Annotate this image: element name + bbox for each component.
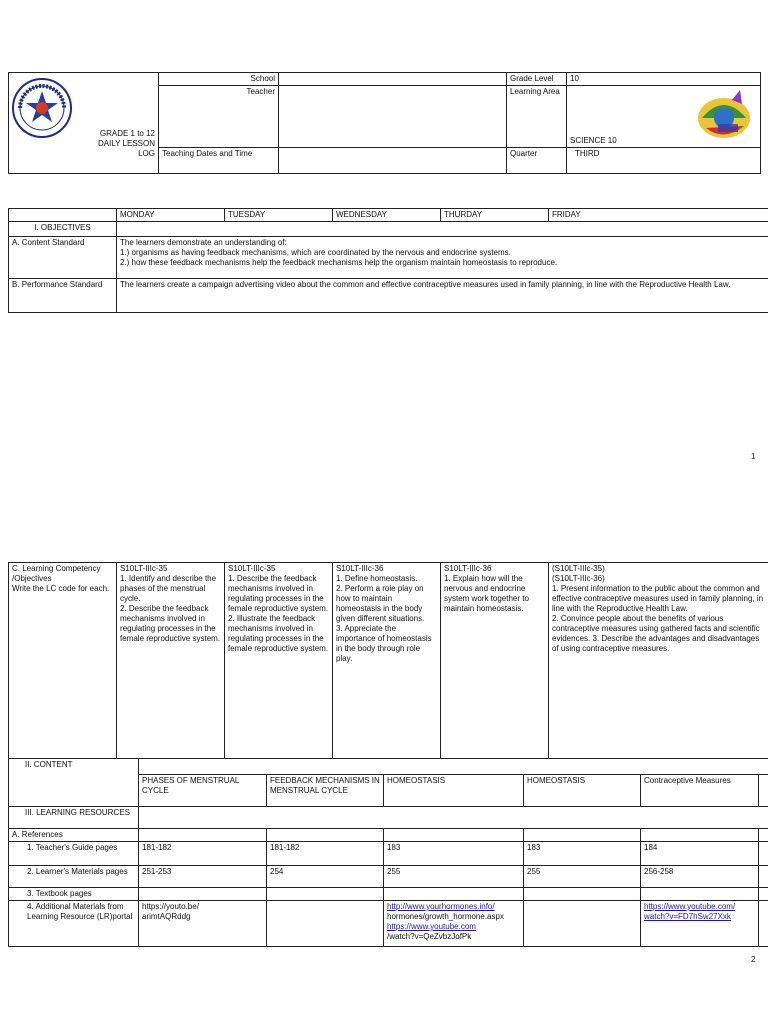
content-label-spacer	[9, 775, 139, 807]
ref-cell-6	[759, 829, 768, 842]
teaching-dates-field[interactable]	[279, 148, 507, 174]
content-wednesday: HOMEOSTASIS	[384, 775, 524, 807]
objectives-heading-span	[117, 222, 768, 237]
competency-friday: (S10LT-IIIc-35) (S10LT-IIIc-36) 1. Present information to the public about the common and effective contraceptive measures used in family planning, in line with the Reproductive Health Law. 2. Convince people about the benefits of various contraceptive measures using gathered facts and scientific evidences. 3. Describe the advantages and disadvantages of using contraceptive measures.	[549, 563, 768, 759]
competency-tuesday: S10LT-IIIc-35 1. Describe the feedback mechanisms involved in regulating processes in the female reproductive system. 2. Illustrate the feedback mechanisms involved in regulating processes in the female reproductive system.	[225, 563, 333, 759]
references-label: A. References	[9, 829, 139, 842]
am-tuesday	[267, 901, 384, 947]
additional-materials-label: 4. Additional Materials from Learning Resource (LR)portal	[9, 901, 139, 947]
day-monday: MONDAY	[117, 209, 225, 222]
competency-table	[8, 562, 768, 759]
am-wednesday	[384, 901, 524, 947]
youtube-link[interactable]: https://www.youtube.com	[387, 922, 476, 931]
am-friday-link[interactable]: https://www.youtube.com/ watch?v=FD7hSw27Xxk	[641, 901, 759, 947]
lm-friday: 256-258	[641, 866, 759, 888]
teacher-field[interactable]	[279, 86, 507, 148]
competency-wednesday: S10LT-IIIc-36 1. Define homeostasis. 2. Perform a role play on how to maintain homeostasis in the body given different situations. 3. Appreciate the importance of homeostasis in the body through role play.	[333, 563, 441, 759]
day-header-spacer	[9, 209, 117, 222]
content-heading-span	[139, 759, 768, 775]
youtube-link-path: /watch?v=QeZvbzJofPk	[387, 932, 472, 941]
tg-friday: 184	[641, 842, 759, 866]
ref-cell-2	[267, 829, 384, 842]
tg-tuesday: 181-182	[267, 842, 384, 866]
am-monday-link[interactable]: https://youto.be/ arimtAQRddg	[139, 901, 267, 947]
yourhormones-link[interactable]: http://www.yourhormones.info/	[387, 902, 495, 911]
content-friday: Contraceptive Measures	[641, 775, 759, 807]
content-standard-label: A. Content Standard	[9, 237, 117, 279]
quarter-value: THIRD	[567, 148, 761, 174]
tb-friday	[641, 888, 759, 901]
competency-monday: S10LT-IIIc-35 1. Identify and describe the phases of the menstrual cycle. 2. Describe the feedback mechanisms involved in regulating processes in the female reproductive system.	[117, 563, 225, 759]
page-number-2: 2	[751, 955, 756, 964]
teachers-guide-label: 1. Teacher's Guide pages	[9, 842, 139, 866]
grade-level-label: Grade Level	[507, 73, 567, 86]
ref-cell-3	[384, 829, 524, 842]
objectives-heading: I. OBJECTIVES	[9, 222, 117, 237]
competency-label: C. Learning Competency /Objectives Write the LC code for each.	[9, 563, 117, 759]
learning-area-label: Learning Area	[507, 86, 567, 148]
tg-end-cell	[759, 842, 768, 866]
content-standard-text: The learners demonstrate an understanding of: 1.) organisms as having feedback mechanisms, which are coordinated by the nervous and endocrine systems. 2.) how these feedback mechanisms help the feedback mechanisms help the organism maintain homeostasis to reproduce.	[117, 237, 768, 279]
tb-wednesday	[384, 888, 524, 901]
lm-monday: 251-253	[139, 866, 267, 888]
am-end-cell	[759, 901, 768, 947]
ref-cell-4	[524, 829, 641, 842]
content-monday: PHASES OF MENSTRUAL CYCLE	[139, 775, 267, 807]
teacher-label: Teacher	[159, 86, 279, 148]
tg-wednesday: 183	[384, 842, 524, 866]
performance-standard-text: The learners create a campaign advertising video about the common and effective contraceptive measures used in family planning, in line with the Reproductive Health Law.	[117, 279, 768, 313]
tb-tuesday	[267, 888, 384, 901]
school-field[interactable]	[279, 73, 507, 86]
learning-resources-span	[139, 807, 768, 829]
tb-monday	[139, 888, 267, 901]
header-table	[8, 72, 761, 174]
content-thursday: HOMEOSTASIS	[524, 775, 641, 807]
page-number-1: 1	[751, 452, 756, 461]
lm-tuesday: 254	[267, 866, 384, 888]
lm-end-cell	[759, 866, 768, 888]
performance-standard-label: B. Performance Standard	[9, 279, 117, 313]
lm-thursday: 255	[524, 866, 641, 888]
tg-monday: 181-182	[139, 842, 267, 866]
content-end-cell	[759, 775, 768, 807]
day-tuesday: TUESDAY	[225, 209, 333, 222]
tg-thursday: 183	[524, 842, 641, 866]
content-resources-table	[8, 758, 768, 947]
yourhormones-link-path: hormones/growth_hormone.aspx	[387, 912, 504, 921]
day-wednesday: WEDNESDAY	[333, 209, 441, 222]
learners-materials-label: 2. Learner's Materials pages	[9, 866, 139, 888]
grade-level-value: 10	[567, 73, 761, 86]
ref-cell-1	[139, 829, 267, 842]
textbook-pages-label: 3. Textbook pages	[9, 888, 139, 901]
learning-resources-heading: III. LEARNING RESOURCES	[9, 807, 139, 829]
tb-end-cell	[759, 888, 768, 901]
objectives-table	[8, 208, 768, 313]
tb-thursday	[524, 888, 641, 901]
day-thursday: THURDAY	[441, 209, 549, 222]
grade-log-label: GRADE 1 to 12 DAILY LESSON LOG	[9, 73, 159, 174]
day-friday: FRIDAY	[549, 209, 768, 222]
ref-cell-5	[641, 829, 759, 842]
school-label: School	[159, 73, 279, 86]
teaching-dates-label: Teaching Dates and Time	[159, 148, 279, 174]
learning-area-value: SCIENCE 10	[567, 86, 761, 148]
competency-thursday: S10LT-IIIc-36 1. Explain how will the nervous and endocrine system work together to maintain homeostasis.	[441, 563, 549, 759]
content-heading: II. CONTENT	[9, 759, 139, 775]
quarter-label: Quarter	[507, 148, 567, 174]
content-tuesday: FEEDBACK MECHANISMS IN MENSTRUAL CYCLE	[267, 775, 384, 807]
lm-wednesday: 255	[384, 866, 524, 888]
am-thursday	[524, 901, 641, 947]
